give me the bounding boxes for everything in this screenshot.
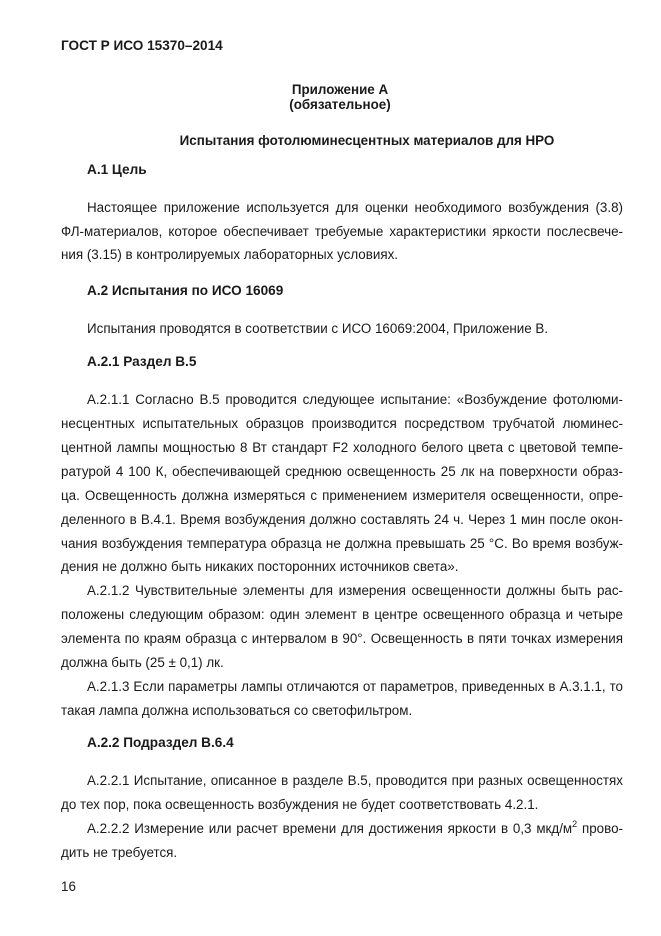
paragraph-line: деленного в В.4.1. Время возбуждения должно составлять 24 ч. Через 1 мин после окон- (61, 512, 623, 527)
section-heading-a1: А.1 Цель (87, 162, 147, 177)
paragraph-line: дения не должно быть никаких посторонних источников света». (61, 559, 459, 574)
paragraph-line: дить не требуется. (61, 845, 178, 860)
paragraph-line: ФЛ-материалов, которое обеспечивает требуемые характеристики яркости послесвече- (61, 224, 623, 239)
paragraph-line: Испытания проводятся в соответствии с ИСО 16069:2004, Приложение В. (87, 321, 549, 336)
superscript: 2 (572, 818, 578, 829)
text-run: прово- (577, 821, 623, 836)
paragraph-line: такая лампа должна использоваться со светофильтром. (61, 703, 413, 718)
paragraph-line: ния (3.15) в контролируемых лабораторных условиях. (61, 247, 398, 262)
section-heading-a21: А.2.1 Раздел В.5 (87, 354, 197, 369)
paragraph-line: чания возбуждения температура образца не должна превышать 25 °С. Во время возбуж- (61, 536, 623, 551)
paragraph-line: должна быть (25 ± 0,1) лк. (61, 655, 224, 670)
annex-status: (обязательное) (289, 97, 391, 112)
paragraph-line-with-superscript (87, 817, 623, 841)
paragraph-line: ца. Освещенность должна измеряться с применением измерителя освещенности, опре- (61, 488, 623, 503)
paragraph-line: А.2.1.1 Согласно В.5 проводится следующее испытание: «Возбуждение фотолюми- (87, 392, 623, 407)
paragraph-line: элемента по краям образца с интервалом в 90°. Освещенность в пяти точках измерения (61, 631, 623, 646)
paragraph-line: Настоящее приложение используется для оценки необходимого возбуждения (3.8) (87, 200, 623, 215)
text-run: А.2.2.2 Измерение или расчет времени для достижения яркости в 0,3 мкд/м (87, 821, 573, 836)
annex-main-title: Испытания фотолюминесцентных материалов для НРО (179, 133, 555, 148)
page-number: 16 (61, 879, 76, 894)
paragraph-line: положены следующим образом: один элемент в центре освещенного образца и четыре (61, 607, 623, 622)
section-heading-a2: А.2 Испытания по ИСО 16069 (87, 283, 284, 298)
document-header: ГОСТ Р ИСО 15370–2014 (61, 38, 223, 53)
section-heading-a22: А.2.2 Подраздел В.6.4 (87, 735, 234, 750)
paragraph-line: А.2.1.3 Если параметры лампы отличаются от параметров, приведенных в А.3.1.1, то (87, 679, 623, 694)
annex-title: Приложение А (291, 82, 389, 97)
paragraph-line: А.2.1.2 Чувствительные элементы для измерения освещенности должны быть рас- (87, 583, 623, 598)
paragraph-line: центной лампы мощностью 8 Вт стандарт F2 холодного белого цвета с цветовой темпе- (61, 440, 623, 455)
paragraph-line: несцентных испытательных образцов производится посредством трубчатой люминес- (61, 416, 623, 431)
paragraph-line: ратурой 4 100 К, обеспечивающей среднюю освещенность 25 лк на поверхности образ- (61, 464, 623, 479)
paragraph-line: до тех пор, пока освещенность возбуждения не будет соответствовать 4.2.1. (61, 797, 539, 812)
paragraph-line: А.2.2.1 Испытание, описанное в разделе В.5, проводится при разных освещенностях (87, 773, 623, 788)
